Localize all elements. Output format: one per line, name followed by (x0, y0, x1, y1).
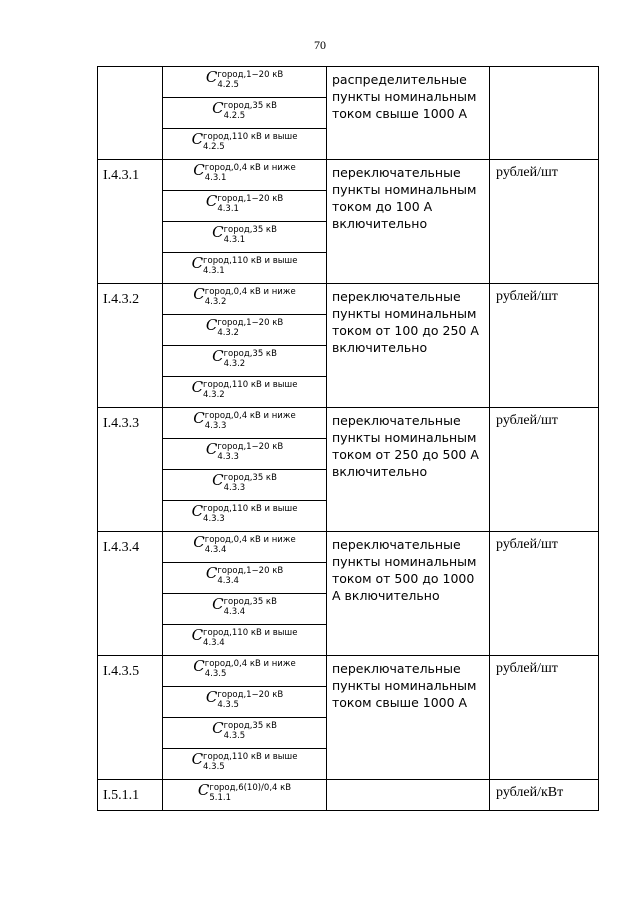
formula-cell (163, 160, 327, 191)
formula-superscript: город,0,4 кВ и ниже (204, 535, 296, 545)
formula-cell (163, 129, 327, 160)
rate-symbol: C (193, 533, 205, 551)
rate-formula (206, 563, 283, 586)
rate-formula (198, 780, 291, 803)
rate-formula (212, 718, 277, 741)
rate-formula (212, 346, 277, 369)
formula-cell (163, 594, 327, 625)
item-description: переключательные пункты номинальным током от 500 до 1000 А включительно (327, 532, 490, 656)
formula-subscript: 4.2.5 (203, 142, 225, 152)
formula-subscript: 4.3.1 (204, 173, 227, 183)
formula-cell (163, 656, 327, 687)
formula-superscript: город,0,4 кВ и ниже (204, 287, 296, 297)
table-row (98, 67, 599, 98)
formula-subscript: 4.3.4 (203, 638, 225, 648)
item-description: переключательные пункты номинальным током от 100 до 250 А включительно (327, 284, 490, 408)
page-number: 70 (314, 38, 326, 52)
rate-formula (192, 749, 298, 772)
formula-subscript: 4.3.3 (204, 421, 227, 431)
rate-formula (193, 656, 295, 679)
formula-cell (163, 687, 327, 718)
rate-formula (212, 594, 277, 617)
formula-superscript: город,35 кВ (223, 597, 277, 607)
table-row (98, 656, 599, 687)
formula-subscript: 4.3.1 (223, 235, 246, 245)
formula-subscript: 4.3.3 (217, 452, 239, 462)
rate-symbol: C (197, 781, 210, 799)
formula-subscript: 4.3.2 (217, 328, 239, 338)
formula-superscript: город,35 кВ (223, 473, 277, 483)
formula-superscript: город,1−20 кВ (217, 690, 284, 700)
formula-superscript: город,35 кВ (223, 349, 277, 359)
formula-subscript: 4.3.5 (203, 762, 225, 772)
item-unit: рублей/шт (490, 408, 599, 532)
table-row (98, 284, 599, 315)
item-code (98, 67, 163, 160)
formula-superscript: город,110 кВ и выше (203, 380, 298, 390)
formula-cell (163, 718, 327, 749)
formula-subscript: 4.3.1 (203, 266, 225, 276)
item-code: I.4.3.4 (98, 532, 163, 656)
formula-superscript: город,110 кВ и выше (203, 256, 298, 266)
rate-symbol: C (193, 285, 205, 303)
formula-subscript: 4.3.5 (217, 700, 239, 710)
rate-formula (192, 253, 298, 276)
formula-subscript: 4.3.1 (217, 204, 239, 214)
formula-cell (163, 532, 327, 563)
formula-cell (163, 625, 327, 656)
formula-cell (163, 191, 327, 222)
item-code: I.4.3.1 (98, 160, 163, 284)
formula-subscript: 4.3.3 (223, 483, 246, 493)
rate-formula (193, 532, 295, 555)
rate-symbol: C (205, 68, 218, 86)
rate-symbol: C (191, 626, 204, 644)
formula-cell (163, 780, 327, 811)
formula-cell (163, 98, 327, 129)
formula-superscript: город,1−20 кВ (217, 194, 284, 204)
rate-symbol: C (191, 130, 204, 148)
formula-superscript: город,110 кВ и выше (203, 504, 298, 514)
item-description: переключательные пункты номинальным током свыше 1000 А (327, 656, 490, 780)
rate-formula (193, 408, 295, 431)
tariff-table-body (98, 67, 599, 811)
rate-formula (206, 315, 283, 338)
rate-symbol: C (212, 719, 224, 737)
item-unit: рублей/шт (490, 656, 599, 780)
table-row (98, 532, 599, 563)
formula-superscript: город,1−20 кВ (217, 442, 284, 452)
formula-cell (163, 377, 327, 408)
rate-formula (212, 222, 277, 245)
formula-cell (163, 408, 327, 439)
item-description: распределительные пункты номинальным током свыше 1000 А (327, 67, 490, 160)
rate-symbol: C (191, 750, 204, 768)
rate-symbol: C (205, 316, 218, 334)
formula-cell (163, 563, 327, 594)
item-unit (490, 67, 599, 160)
formula-cell (163, 439, 327, 470)
tariff-table (97, 66, 599, 811)
rate-formula (206, 67, 283, 90)
rate-formula (206, 439, 283, 462)
formula-cell (163, 222, 327, 253)
item-unit: рублей/кВт (490, 780, 599, 811)
formula-superscript: город,0,4 кВ и ниже (204, 411, 296, 421)
formula-superscript: город,1−20 кВ (217, 70, 284, 80)
rate-formula (193, 160, 295, 183)
formula-subscript: 4.3.5 (204, 669, 227, 679)
formula-cell (163, 284, 327, 315)
rate-symbol: C (205, 192, 218, 210)
formula-superscript: город,1−20 кВ (217, 318, 284, 328)
rate-formula (212, 98, 277, 121)
item-unit: рублей/шт (490, 532, 599, 656)
rate-symbol: C (205, 440, 218, 458)
rate-formula (192, 377, 298, 400)
item-code: I.4.3.5 (98, 656, 163, 780)
table-row (98, 780, 599, 811)
rate-symbol: C (193, 657, 205, 675)
rate-symbol: C (212, 99, 224, 117)
formula-superscript: город,110 кВ и выше (203, 628, 298, 638)
item-unit: рублей/шт (490, 284, 599, 408)
formula-cell (163, 253, 327, 284)
item-description: переключательные пункты номинальным током от 250 до 500 А включительно (327, 408, 490, 532)
formula-superscript: город,35 кВ (223, 225, 277, 235)
formula-subscript: 4.2.5 (217, 80, 239, 90)
rate-symbol: C (212, 223, 224, 241)
formula-superscript: город,6(10)/0,4 кВ (209, 783, 292, 793)
rate-formula (212, 470, 277, 493)
item-unit: рублей/шт (490, 160, 599, 284)
formula-cell (163, 470, 327, 501)
rate-symbol: C (193, 409, 205, 427)
rate-symbol: C (191, 378, 204, 396)
rate-formula (193, 284, 295, 307)
formula-cell (163, 346, 327, 377)
rate-symbol: C (191, 254, 204, 272)
formula-subscript: 4.2.5 (223, 111, 246, 121)
table-row (98, 408, 599, 439)
formula-cell (163, 501, 327, 532)
formula-subscript: 4.3.5 (223, 731, 246, 741)
formula-superscript: город,1−20 кВ (217, 566, 284, 576)
formula-cell (163, 315, 327, 346)
rate-symbol: C (212, 595, 224, 613)
rate-symbol: C (205, 564, 218, 582)
item-description (327, 780, 490, 811)
formula-subscript: 4.3.2 (204, 297, 227, 307)
rate-formula (192, 129, 298, 152)
item-description: переключательные пункты номинальным током до 100 А включительно (327, 160, 490, 284)
formula-subscript: 4.3.4 (204, 545, 227, 555)
formula-superscript: город,0,4 кВ и ниже (204, 659, 296, 669)
rate-symbol: C (212, 471, 224, 489)
formula-superscript: город,110 кВ и выше (203, 752, 298, 762)
formula-superscript: город,35 кВ (223, 721, 277, 731)
formula-subscript: 4.3.4 (223, 607, 246, 617)
formula-cell (163, 749, 327, 780)
formula-superscript: город,110 кВ и выше (203, 132, 298, 142)
item-code: I.5.1.1 (98, 780, 163, 811)
formula-subscript: 4.3.4 (217, 576, 239, 586)
formula-superscript: город,0,4 кВ и ниже (204, 163, 296, 173)
formula-subscript: 4.3.3 (203, 514, 225, 524)
rate-formula (192, 501, 298, 524)
rate-symbol: C (193, 161, 205, 179)
formula-subscript: 4.3.2 (223, 359, 246, 369)
formula-cell (163, 67, 327, 98)
table-row (98, 160, 599, 191)
rate-formula (206, 687, 283, 710)
rate-symbol: C (212, 347, 224, 365)
formula-subscript: 5.1.1 (209, 793, 231, 803)
formula-subscript: 4.3.2 (203, 390, 225, 400)
rate-formula (192, 625, 298, 648)
formula-superscript: город,35 кВ (223, 101, 277, 111)
rate-symbol: C (191, 502, 204, 520)
item-code: I.4.3.2 (98, 284, 163, 408)
item-code: I.4.3.3 (98, 408, 163, 532)
rate-symbol: C (205, 688, 218, 706)
rate-formula (206, 191, 283, 214)
